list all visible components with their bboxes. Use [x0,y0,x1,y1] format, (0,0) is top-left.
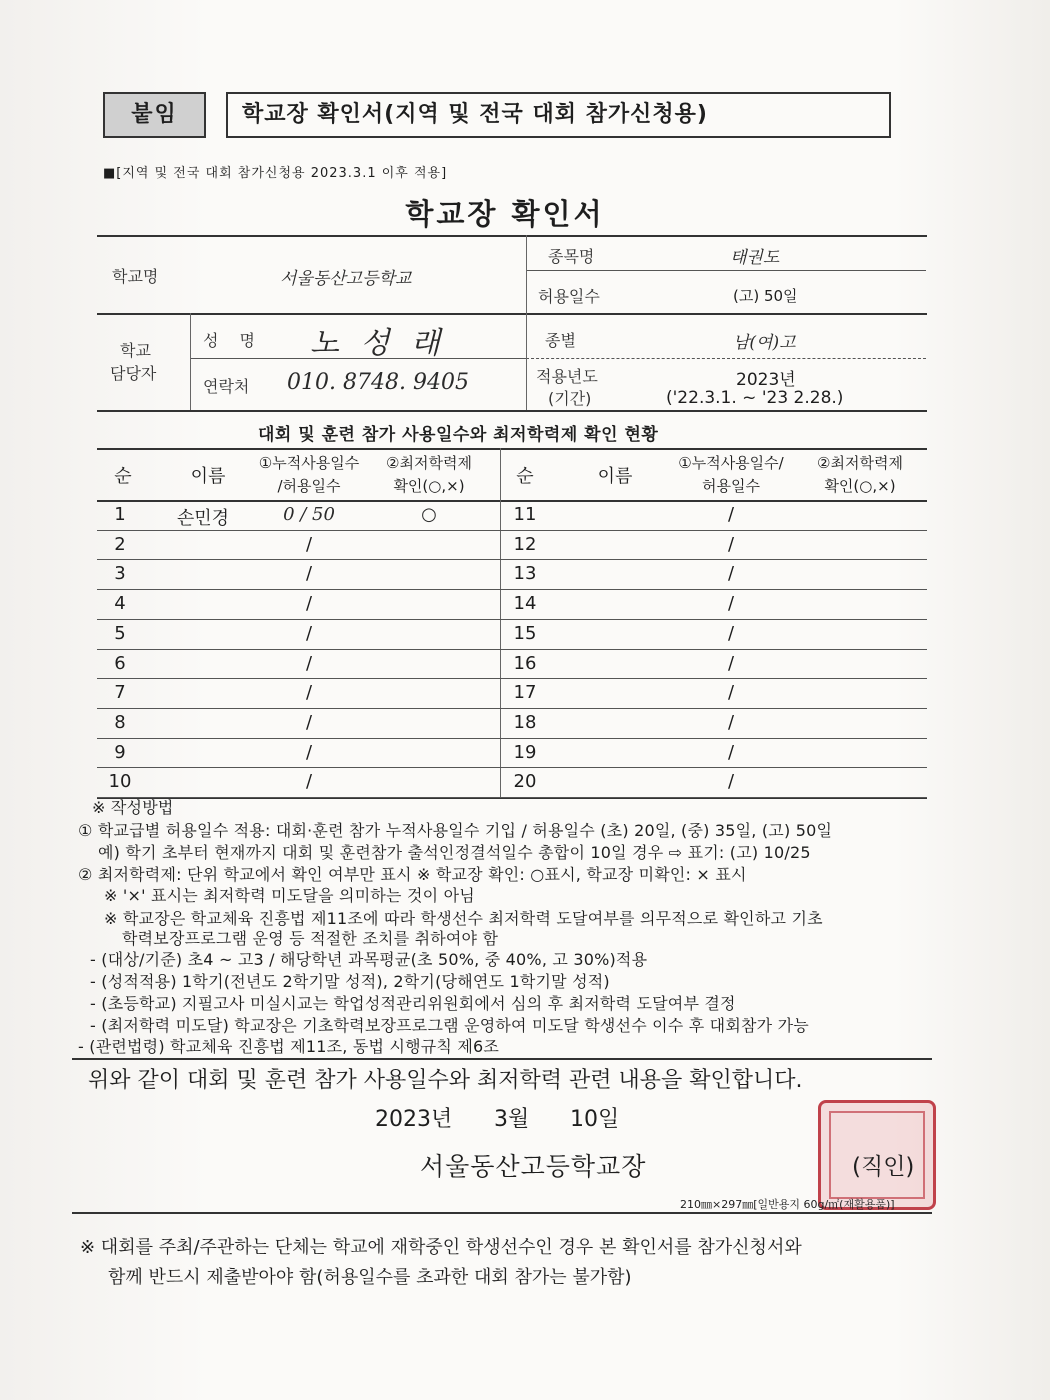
header-days-1: ①누적사용일수 [258,454,360,472]
header-days-right-1: ①누적사용일수/ [678,454,784,472]
year-label-2: (기간) [548,389,592,408]
row-seq-right: 20 [513,771,537,793]
row-divider [97,619,927,620]
signer-name: 서울동산고등학교장 [420,1152,647,1181]
row-days: 0 / 50 [283,504,335,525]
date-day: 10일 [570,1107,620,1132]
row-divider [97,767,927,768]
row-days-right: / [727,563,735,585]
sport-value: 태권도 [730,248,780,268]
year-value-1: 2023년 [736,370,796,390]
guide-line: 예) 학기 초부터 현재까지 대회 및 훈련참가 출석인정결석일수 총합이 10일 경우 ⇨ 표기: (고) 10/25 [98,843,811,862]
school-name-value: 서울동산고등학교 [280,269,412,289]
row-seq: 10 [108,771,132,793]
guide-line: - (관련법령) 학교체육 진흥법 제11조, 동법 시행규칙 제6조 [78,1037,500,1056]
allowed-days-label: 허용일수 [538,287,600,306]
header-name: 이름 [190,466,226,487]
year-label-1: 적용년도 [536,367,598,386]
row-days: / [305,741,313,763]
guide-line: - (초등학교) 지필고사 미실시교는 학업성적관리위원회에서 심의 후 최저학력 도달여부 결정 [90,994,736,1013]
type-label: 종별 [545,331,576,350]
header-seq-right: 순 [516,466,534,487]
section-title: 대회 및 훈련 참가 사용일수와 최저학력제 확인 현황 [258,425,659,445]
header-days-2: /허용일수 [277,477,341,495]
document-header-title: 학교장 확인서(지역 및 전국 대회 참가신청용) [226,92,891,138]
header-days-right-2: 허용일수 [702,477,760,495]
guide-heading: ※ 작성방법 [92,798,174,817]
row-seq: 9 [114,741,126,763]
guide-line: ② 최저학력제: 단위 학교에서 확인 여부만 표시 ※ 학교장 확인: ○표시, 학교장 미확인: × 표시 [78,865,747,884]
document-subtitle: ■[지역 및 전국 대회 참가신청용 2023.3.1 이후 적용] [103,166,448,181]
footer-note-1: ※ 대회를 주최/주관하는 단체는 학교에 재학중인 학생선수인 경우 본 확인서를 참가신청서와 [80,1237,802,1258]
contact-value: 010. 8748. 9405 [287,370,469,395]
row-divider [97,559,927,560]
row-days: / [305,622,313,644]
row-seq: 2 [114,533,126,555]
row-days: / [305,533,313,555]
row-days-right: / [727,533,735,555]
contact-label: 연락처 [203,377,250,396]
seal-label: (직인) [852,1154,915,1180]
row-days-right: / [727,682,735,704]
row-seq: 5 [114,622,126,644]
row-divider [97,649,927,650]
date-year: 2023년 [375,1107,453,1132]
row-divider [97,708,927,709]
row-seq: 4 [114,593,126,615]
guide-line: ※ 학교장은 학교체육 진흥법 제11조에 따라 학생선수 최저학력 도달여부를 의무적으로 확인하고 기초 [104,909,823,928]
header-min-right-1: ②최저학력제 [817,454,903,472]
row-divider [97,738,927,739]
row-days-right: / [727,711,735,733]
row-seq-right: 13 [513,563,537,585]
date-month: 3월 [494,1107,530,1132]
row-seq-right: 19 [513,741,537,763]
row-seq: 8 [114,711,126,733]
guide-line: - (성적적용) 1학기(전년도 2학기말 성적), 2학기(당해연도 1학기말 성적) [90,972,610,991]
row-divider [97,589,927,590]
row-seq-right: 12 [513,533,537,555]
row-days: / [305,771,313,793]
row-days-right: / [727,771,735,793]
header-min-1: ②최저학력제 [386,454,472,472]
row-divider [97,797,927,798]
staff-name-value: 노 성 래 [310,326,447,361]
row-days-right: / [727,652,735,674]
guide-line: 학력보장프로그램 운영 등 적절한 조치를 취하여야 함 [122,929,499,948]
guide-line: - (대상/기준) 초4 ~ 고3 / 해당학년 과목평균(초 50%, 중 40%, 고 30%)적용 [90,950,648,969]
row-seq: 7 [114,682,126,704]
guide-line: - (최저학력 미도달) 학교장은 기초학력보장프로그램 운영하여 미도달 학생선수 이수 후 대회참가 가능 [90,1016,809,1035]
row-days: / [305,682,313,704]
row-seq-right: 17 [513,682,537,704]
attachment-tag: 붙임 [103,92,206,138]
allowed-days-value: (고) 50일 [733,287,798,305]
document-title: 학교장 확인서 [405,197,605,231]
row-seq-right: 15 [513,622,537,644]
row-days: / [305,593,313,615]
row-days: / [305,563,313,585]
year-value-2: ('22.3.1. ~ '23 2.28.) [666,388,844,408]
row-days: / [305,711,313,733]
row-days-right: / [727,622,735,644]
header-min-right-2: 확인(○,×) [824,477,896,495]
paper-spec: 210㎜×297㎜[일반용지 60g/㎡(재활용품)] [680,1198,895,1211]
guide-line: ※ '×' 표시는 최저학력 미도달을 의미하는 것이 아님 [104,886,475,905]
row-days: / [305,652,313,674]
row-seq-right: 11 [513,504,537,525]
footer-note-2: 함께 반드시 제출받아야 함(허용일수를 초과한 대회 참가는 불가함) [108,1267,632,1288]
staff-label-1: 학교 [120,341,151,360]
row-seq: 6 [114,652,126,674]
row-days-right: / [727,593,735,615]
header-min-2: 확인(○,×) [393,477,465,495]
row-seq: 1 [114,504,126,525]
row-days-right: / [727,504,735,525]
type-value: 남(여)고 [733,333,796,353]
header-seq: 순 [114,466,132,487]
row-divider [97,678,927,679]
guide-line: ① 학교급별 허용일수 적용: 대회·훈련 참가 누적사용일수 기입 / 허용일수 (초) 20일, (중) 35일, (고) 50일 [78,821,833,840]
school-name-label: 학교명 [112,267,159,286]
row-seq-right: 16 [513,652,537,674]
row-seq-right: 14 [513,593,537,615]
row-name: 손민경 [176,508,230,529]
row-days-right: / [727,741,735,763]
sport-label: 종목명 [548,247,595,266]
row-min-check: ○ [421,504,437,525]
header-name-right: 이름 [597,466,633,487]
row-seq-right: 18 [513,711,537,733]
row-seq: 3 [114,563,126,585]
confirm-statement: 위와 같이 대회 및 훈련 참가 사용일수와 최저학력 관련 내용을 확인합니다. [88,1068,803,1093]
staff-label-2: 담당자 [110,364,157,383]
name-label: 성 명 [203,331,263,350]
